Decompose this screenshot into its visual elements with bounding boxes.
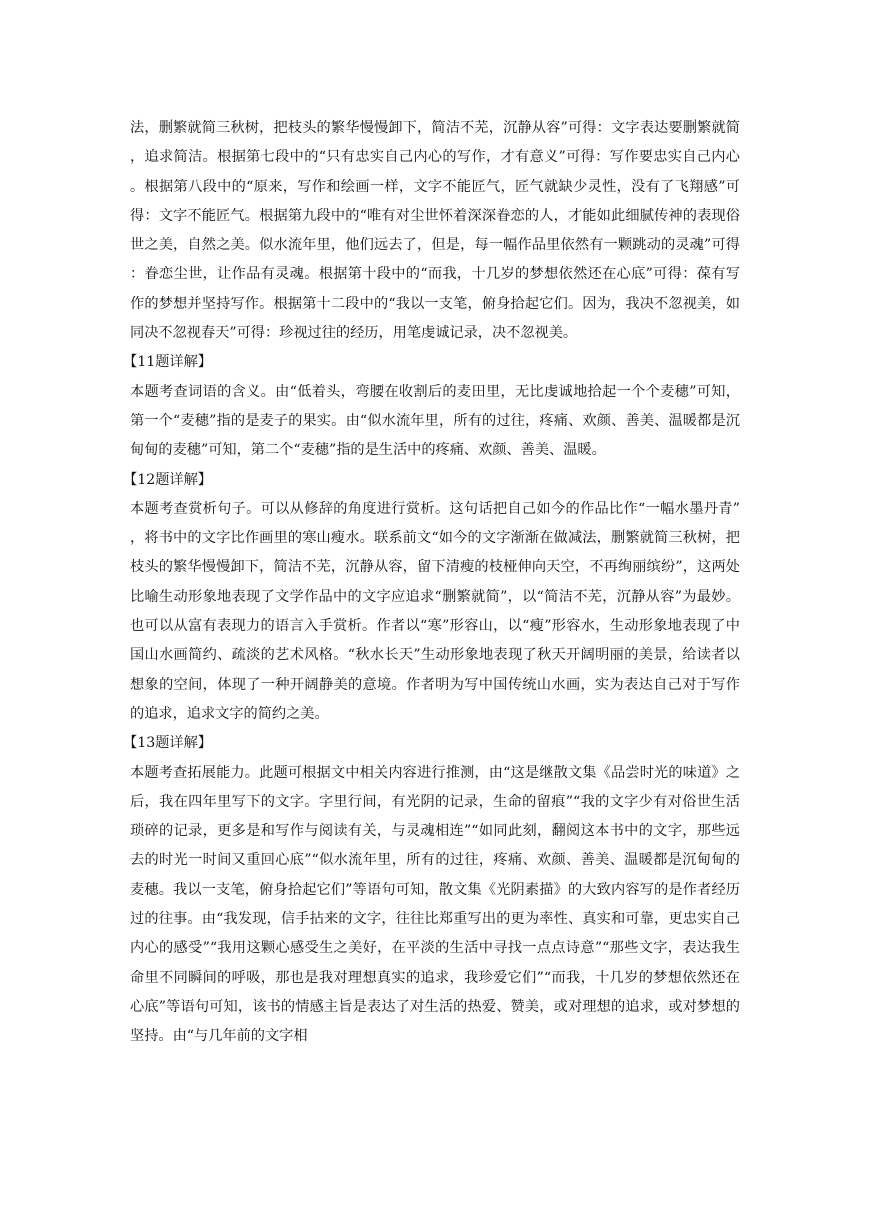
section-heading-q11: 【11题详解】 — [123, 354, 212, 371]
section-heading-q12: 【12题详解】 — [123, 471, 212, 488]
paragraph-q12-answer: 本题考查赏析句子。可以从修辞的角度进行赏析。这句话把自己如今的作品比作“一幅水墨丹青”，将书中的文字比作画里的寒山瘦水。联系前文“如今的文字渐渐在做减法，删繁就简三秋树，把枝头的繁华慢慢卸下，简洁不芜，沉静从容，留下清瘦的枝桠伸向天空，不再绚丽缤纷”，这两处比喻生动形象地表现了文学作品中的文字应追求“删繁就简”，以“简洁不芜，沉静从容”为最妙。也可以从富有表现力的语言入手赏析。作者以“寒”形容山，以“瘦”形容水，生动形象地表现了中国山水画简约、疏淡的艺术风格。“秋水长天”生动形象地表现了秋天开阔明丽的美景，给读者以想象的空间，体现了一种开阔静美的意境。作者明为写中国传统山水画，实为表达自己对于写作的追求，追求文字的简约之美。 — [130, 500, 740, 722]
document-page — [123, 114, 740, 1052]
section-heading-q13: 【13题详解】 — [123, 735, 212, 752]
paragraph-q11-answer: 本题考查词语的含义。由“低着头，弯腰在收割后的麦田里，无比虔诚地拾起一个个麦穗”可知，第一个“麦穗”指的是麦子的果实。由“似水流年里，所有的过往，疼痛、欢颜、善美、温暖都是沉甸甸的麦穗”可知，第二个“麦穗”指的是生活中的疼痛、欢颜、善美、温暖。 — [130, 383, 740, 459]
paragraph-continuation: 法，删繁就简三秋树，把枝头的繁华慢慢卸下，简洁不芜，沉静从容”可得：文字表达要删繁就简，追求简洁。根据第七段中的“只有忠实自己内心的写作，才有意义”可得：写作要忠实自己内心。根据第八段中的“原来，写作和绘画一样，文字不能匠气，匠气就缺少灵性，没有了飞翔感”可得：文字不能匠气。根据第九段中的“唯有对尘世怀着深深眷恋的人，才能如此细腻传神的表现俗世之美，自然之美。似水流年里，他们远去了，但是，每一幅作品里依然有一颗跳动的灵魂”可得：眷恋尘世，让作品有灵魂。根据第十段中的“而我，十几岁的梦想依然还在心底”可得：葆有写作的梦想并坚持写作。根据第十二段中的“我以一支笔，俯身拾起它们。因为，我决不忽视美，如同决不忽视春天”可得：珍视过往的经历，用笔虔诚记录，决不忽视美。 — [130, 120, 740, 342]
paragraph-q13-answer: 本题考查拓展能力。此题可根据文中相关内容进行推测，由“这是继散文集《品尝时光的味道》之后，我在四年里写下的文字。字里行间，有光阴的记录，生命的留痕”“我的文字少有对俗世生活琐碎的记录，更多是和写作与阅读有关，与灵魂相连”“如同此刻，翻阅这本书中的文字，那些远去的时光一时间又重回心底”“似水流年里，所有的过往，疼痛、欢颜、善美、温暖都是沉甸甸的麦穗。我以一支笔，俯身拾起它们”等语句可知，散文集《光阴素描》的大致内容写的是作者经历过的往事。由“我发现，信手拈来的文字，往往比郑重写出的更为率性、真实和可靠，更忠实自己内心的感受”“我用这颗心感受生之美好，在平淡的生活中寻找一点点诗意”“那些文字，表达我生命里不同瞬间的呼吸，那也是我对理想真实的追求，我珍爱它们”“而我，十几岁的梦想依然还在心底”等语句可知，该书的情感主旨是表达了对生活的热爱、赞美，或对理想的追求，或对梦想的坚持。由“与几年前的文字相 — [130, 764, 740, 1045]
